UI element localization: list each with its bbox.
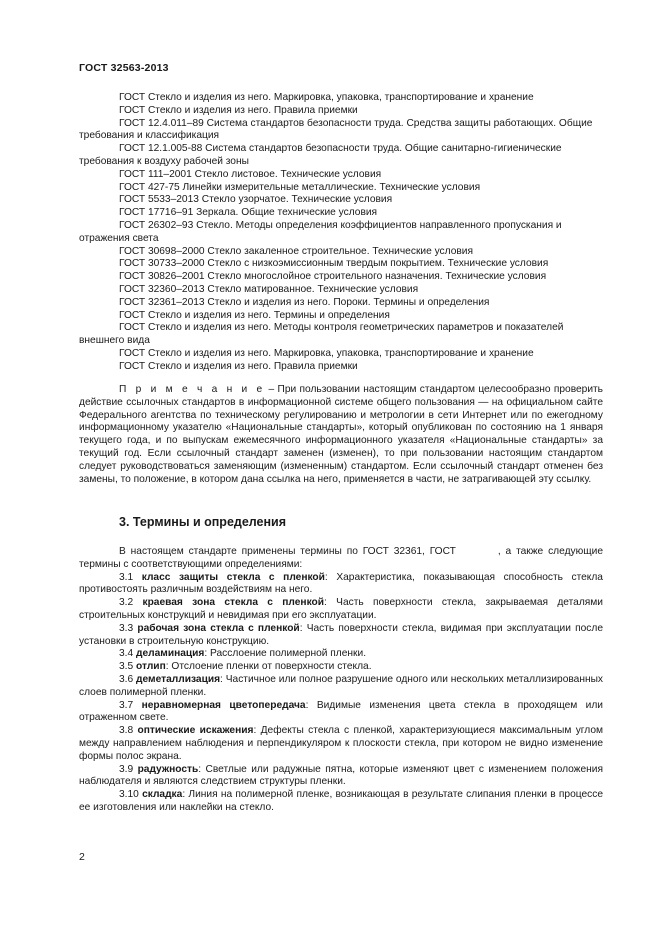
term-item: 3.7 неравномерная цветопередача: Видимые изменения цвета стекла в проходящем или отраженном свете. xyxy=(79,699,603,724)
note-block xyxy=(79,384,603,486)
term-item: 3.9 радужность: Светлые или радужные пятна, которые изменяют цвет с изменением положения наблюдателя и являются следствием структуры пленки. xyxy=(79,763,603,788)
references-list xyxy=(79,92,603,374)
term-item: 3.5 отлип: Отслоение пленки от поверхности стекла. xyxy=(119,661,372,673)
reference-item: ГОСТ 30826–2001 Стекло многослойное строительного назначения. Технические условия xyxy=(119,271,547,283)
reference-item: ГОСТ Стекло и изделия из него. Маркировка, упаковка, транспортирование и хранение xyxy=(119,347,534,359)
reference-item: ГОСТ 30733–2000 Стекло с низкоэмиссионным твердым покрытием. Технические условия xyxy=(119,258,549,270)
reference-item: ГОСТ 12.4.011–89 Система стандартов безопасности труда. Средства защиты работающих. Общие требования и классификация xyxy=(79,117,593,142)
reference-item: ГОСТ 32360–2013 Стекло матированное. Технические условия xyxy=(119,283,419,295)
term-item: 3.4 деламинация: Расслоение полимерной пленки. xyxy=(119,648,367,660)
term-item: 3.3 рабочая зона стекла с пленкой: Часть поверхности стекла, видимая при эксплуатации после установки в строительную конструкцию. xyxy=(79,622,603,647)
reference-item: ГОСТ 427-75 Линейки измерительные металлические. Технические условия xyxy=(119,181,481,193)
term-name: неравномерная цветопередача xyxy=(141,699,306,711)
page-header: ГОСТ 32563-2013 xyxy=(79,62,169,74)
term-name: складка xyxy=(142,789,183,801)
reference-item: ГОСТ Стекло и изделия из него. Маркировка, упаковка, транспортирование и хранение xyxy=(119,92,534,103)
term-name: оптические искажения xyxy=(137,725,254,737)
term-item: 3.10 складка: Линия на полимерной пленке, возникающая в результате слипания пленки в процессе ее изготовления или наклейки на стекло. xyxy=(79,789,603,813)
reference-item: ГОСТ 17716–91 Зеркала. Общие технические условия xyxy=(119,207,378,219)
reference-item: ГОСТ 30698–2000 Стекло закаленное строительное. Технические условия xyxy=(119,245,473,257)
reference-item: ГОСТ 5533–2013 Стекло узорчатое. Технические условия xyxy=(119,194,393,206)
reference-item: ГОСТ Стекло и изделия из него. Методы контроля геометрических параметров и показателей внешнего вида xyxy=(79,322,564,347)
term-name: рабочая зона стекла с пленкой xyxy=(137,622,300,634)
page-number: 2 xyxy=(79,851,85,863)
term-item: 3.2 краевая зона стекла с пленкой: Часть поверхности стекла, закрываемая деталями строительных конструкций и невидимая при его эксплуатации. xyxy=(79,597,603,621)
terms-list xyxy=(79,546,603,815)
term-name: класс защиты стекла с пленкой xyxy=(141,571,325,583)
term-name: деламинация xyxy=(136,648,205,660)
term-name: деметаллизация xyxy=(136,673,221,685)
reference-item: ГОСТ 26302–93 Стекло. Методы определения коэффициентов направленного пропускания и отражения света xyxy=(79,219,562,244)
term-item: 3.6 деметаллизация: Частичное или полное разрушение одного или нескольких металлизированных слоев полимерной пленки. xyxy=(79,673,603,698)
note-text: – При пользовании настоящим стандартом целесообразно проверить действие ссылочных стандартов в информационной системе общего пользования — на официальном сайте Федерального агентства по техническому регулированию и метрологии в сети Интернет или по ежегодному информационному указателю «Национальные стандарты», который опубликован по состоянию на 1 января текущего года, и по выпускам ежемесячного информационного указателя «Национальные стандарты» за текущий год. Если ссылочный стандарт заменен (изменен), то при пользовании настоящим стандартом следует руководствоваться заменяющим (измененным) стандартом. Если ссылочный стандарт отменен без замены, то положение, в котором дана ссылка на него, применяется в части, не затрагивающей эту ссылку. xyxy=(79,384,603,485)
reference-item: ГОСТ 111–2001 Стекло листовое. Технические условия xyxy=(119,168,382,180)
reference-item: ГОСТ 12.1.005-88 Система стандартов безопасности труда. Общие санитарно-гигиенические требования к воздуху рабочей зоны xyxy=(79,143,562,167)
section-title: 3. Термины и определения xyxy=(119,515,287,529)
reference-item: ГОСТ Стекло и изделия из него. Термины и определения xyxy=(119,309,390,321)
terms-intro: В настоящем стандарте применены термины по ГОСТ 32361, ГОСТ , а также следующие термины с соответствующими определениями: xyxy=(79,546,603,570)
term-item: 3.8 оптические искажения: Дефекты стекла с пленкой, характеризующиеся максимальным углом между направлением наблюдения и перпендикуляром к плоскости стекла, при котором не видно изменение формы полос экрана. xyxy=(79,725,604,762)
reference-item: ГОСТ Стекло и изделия из него. Правила приемки xyxy=(119,360,358,372)
note-label: П р и м е ч а н и е xyxy=(119,384,266,395)
term-name: отлип xyxy=(136,661,166,673)
reference-item: ГОСТ Стекло и изделия из него. Правила приемки xyxy=(119,104,358,116)
reference-item: ГОСТ 32361–2013 Стекло и изделия из него. Пороки. Термины и определения xyxy=(119,296,490,308)
term-item: 3.1 класс защиты стекла с пленкой: Характеристика, показывающая способность стекла противостоять различным воздействиям на него. xyxy=(79,571,603,596)
term-name: краевая зона стекла с пленкой xyxy=(142,597,325,609)
term-name: радужность xyxy=(137,763,199,775)
